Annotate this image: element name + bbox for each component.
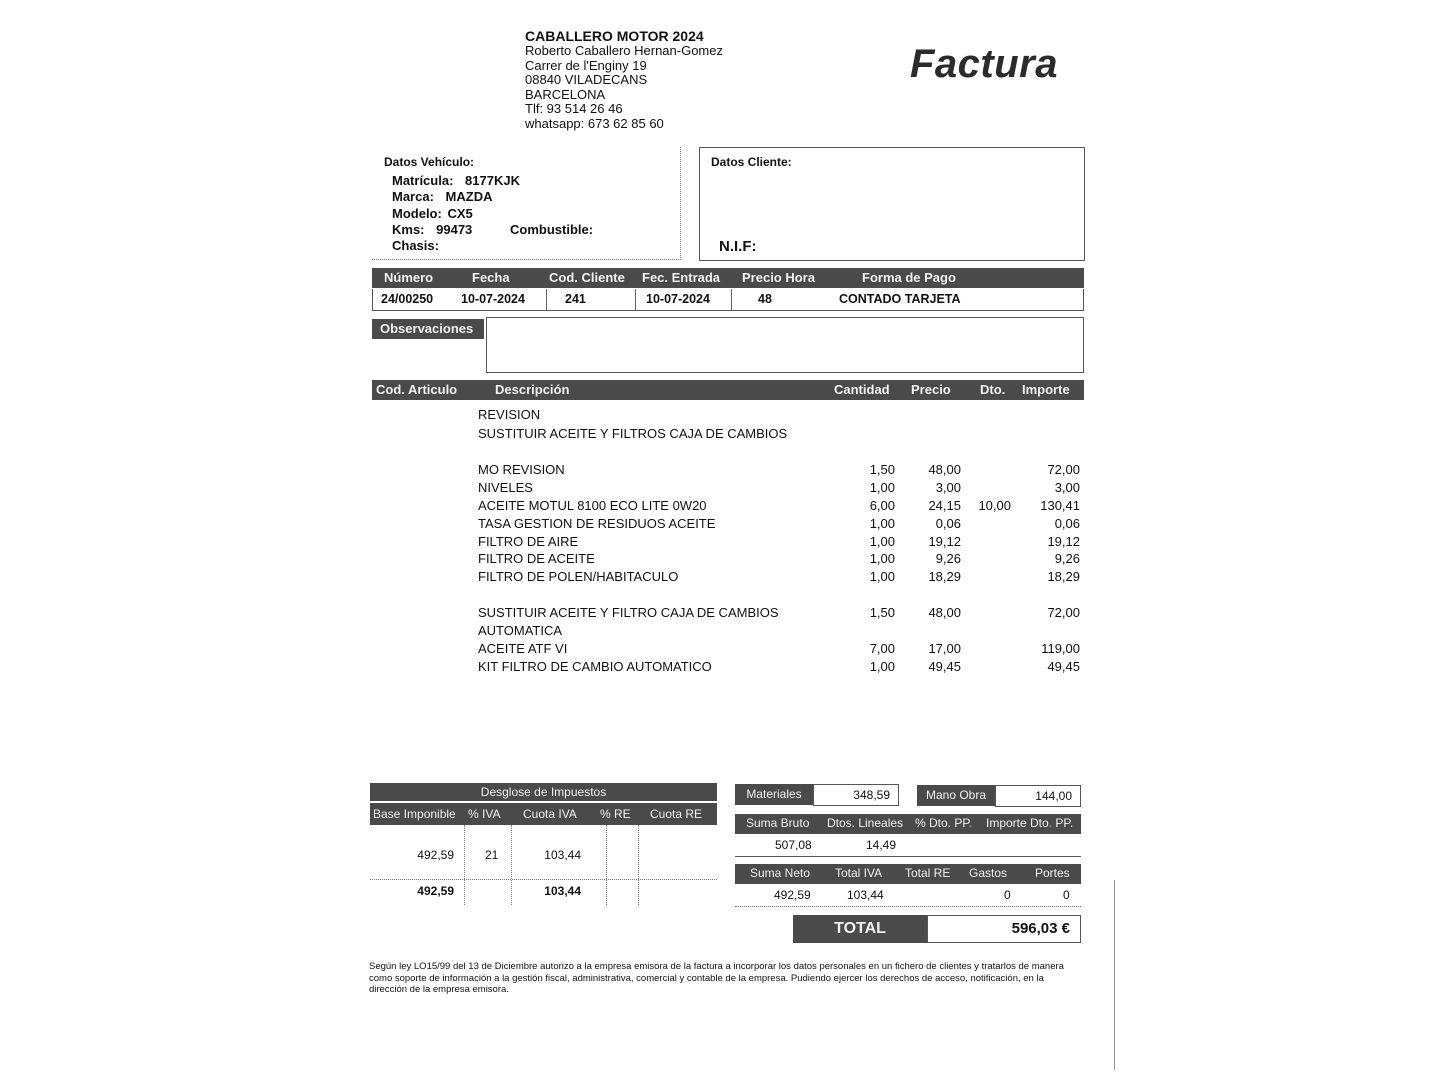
client-section-label: Datos Cliente: xyxy=(711,155,792,169)
invoice-header-bar xyxy=(372,268,1084,288)
total-re-label: Total RE xyxy=(905,866,951,880)
line-desc: REVISION xyxy=(478,407,541,422)
company-city: 08840 VILADECANS xyxy=(525,72,648,88)
line-qty: 1,00 xyxy=(869,569,895,584)
total-iva-value: 103,44 xyxy=(847,888,884,902)
table-row xyxy=(372,623,1084,641)
divider xyxy=(511,825,513,905)
header-numero: Número xyxy=(384,270,434,285)
line-qty: 7,00 xyxy=(869,641,895,656)
mano-obra-value: 144,00 xyxy=(995,785,1081,807)
numero-value: 24/00250 xyxy=(381,292,434,306)
header-forma-pago: Forma de Pago xyxy=(862,270,956,285)
total-value: 596,03 € xyxy=(927,915,1081,943)
line-desc: FILTRO DE AIRE xyxy=(478,534,579,549)
line-importe: 72,00 xyxy=(1047,462,1080,477)
tax-col-base: Base Imponible xyxy=(373,807,456,821)
col-dto: Dto. xyxy=(980,382,1006,397)
line-qty: 1,00 xyxy=(869,480,895,495)
line-importe: 3,00 xyxy=(1054,480,1080,495)
col-descripcion: Descripción xyxy=(495,382,570,397)
vehicle-modelo xyxy=(392,206,473,223)
line-importe: 9,26 xyxy=(1054,551,1080,566)
vehicle-marca xyxy=(392,189,492,206)
line-importe: 130,41 xyxy=(1040,498,1080,513)
line-qty: 6,00 xyxy=(869,498,895,513)
client-box xyxy=(699,147,1085,261)
company-info xyxy=(525,28,785,132)
tax-title-bar xyxy=(370,783,717,801)
line-desc: FILTRO DE ACEITE xyxy=(478,551,595,566)
line-price: 3,00 xyxy=(935,480,961,495)
tax-col-cuota-iva: Cuota IVA xyxy=(523,807,577,821)
observaciones-text: Observaciones xyxy=(380,321,474,336)
suma-neto-value: 492,59 xyxy=(774,888,811,902)
line-qty: 1,50 xyxy=(869,462,895,477)
divider xyxy=(638,825,640,905)
divider xyxy=(370,879,717,880)
observaciones-label xyxy=(372,319,484,339)
mano-obra-label: Mano Obra xyxy=(917,785,995,806)
line-price: 49,45 xyxy=(928,659,961,674)
summary-header-2 xyxy=(735,864,1081,884)
tax-row-base: 492,59 xyxy=(417,848,454,862)
line-desc: TASA GESTION DE RESIDUOS ACEITE xyxy=(478,516,716,531)
observaciones-box xyxy=(486,317,1084,373)
table-row xyxy=(372,569,1084,587)
vehicle-section-label: Datos Vehículo: xyxy=(384,155,475,169)
line-price: 0,06 xyxy=(935,516,961,531)
divider xyxy=(731,289,732,310)
kms-value: 99473 xyxy=(436,222,473,237)
table-row xyxy=(372,605,1084,623)
marca-label: Marca: xyxy=(392,189,434,204)
nif-label: N.I.F: xyxy=(719,238,757,255)
line-desc: FILTRO DE POLEN/HABITACULO xyxy=(478,569,679,584)
line-price: 9,26 xyxy=(935,551,961,566)
combustible-label: Combustible: xyxy=(510,222,594,237)
suma-bruto-value: 507,08 xyxy=(775,838,812,852)
matricula-label: Matrícula: xyxy=(392,173,454,188)
gastos-label: Gastos xyxy=(969,866,1008,880)
legal-notice: Según ley LO15/99 del 13 de Diciembre autorizo a la empresa emisora de la factura a incorporar los datos personales en un fichero de clientes y tratarlos de manera como soporte de información a la gestión fiscal, administrativa, comercial y contable de la empresa. Pudiendo ejercer los derechos de acceso, notificación, en la dirección de la empresa emisora. xyxy=(369,961,1064,995)
forma-pago-value: CONTADO TARJETA xyxy=(839,292,961,306)
line-desc: ACEITE MOTUL 8100 ECO LITE 0W20 xyxy=(478,498,707,513)
vehicle-matricula xyxy=(392,173,520,190)
summary-header-1 xyxy=(735,814,1081,834)
matricula-value: 8177KJK xyxy=(465,173,520,188)
header-fecha: Fecha xyxy=(472,270,510,285)
vehicle-box xyxy=(372,147,681,260)
precio-hora-value: 48 xyxy=(758,292,772,306)
line-importe: 49,45 xyxy=(1047,659,1080,674)
line-importe: 0,06 xyxy=(1054,516,1080,531)
dtos-lineales-value: 14,49 xyxy=(866,838,897,852)
company-owner: Roberto Caballero Hernan-Gomez xyxy=(525,43,723,58)
line-price: 18,29 xyxy=(928,569,961,584)
line-dto: 10,00 xyxy=(978,498,1011,513)
dtos-lineales-label: Dtos. Lineales xyxy=(827,816,904,830)
modelo-label: Modelo: xyxy=(392,206,442,221)
table-row xyxy=(372,407,1084,425)
header-cod-cliente: Cod. Cliente xyxy=(549,270,625,285)
invoice-header-values xyxy=(372,289,1084,311)
table-row xyxy=(372,462,1084,480)
line-importe: 19,12 xyxy=(1047,534,1080,549)
materiales-value: 348,59 xyxy=(813,784,899,806)
tax-col-iva: % IVA xyxy=(468,807,501,821)
table-row xyxy=(372,426,1084,444)
summary-row-1 xyxy=(735,834,1081,857)
line-qty: 1,50 xyxy=(869,605,895,620)
line-qty: 1,00 xyxy=(869,534,895,549)
tax-col-re: % RE xyxy=(600,807,631,821)
line-price: 17,00 xyxy=(928,641,961,656)
table-row xyxy=(372,516,1084,534)
line-desc: NIVELES xyxy=(478,480,533,495)
kms-label: Kms: xyxy=(392,222,425,237)
line-qty: 1,00 xyxy=(869,659,895,674)
line-desc: AUTOMATICA xyxy=(478,623,563,638)
suma-bruto-label: Suma Bruto xyxy=(746,816,810,830)
line-importe: 72,00 xyxy=(1047,605,1080,620)
table-row xyxy=(372,498,1084,516)
line-desc: SUSTITUIR ACEITE Y FILTROS CAJA DE CAMBIOS xyxy=(478,426,788,441)
divider xyxy=(464,825,466,905)
line-importe: 18,29 xyxy=(1047,569,1080,584)
col-importe: Importe xyxy=(1022,382,1070,397)
tax-total-base: 492,59 xyxy=(417,884,454,898)
cod-cliente-value: 241 xyxy=(565,292,586,306)
table-row xyxy=(372,551,1084,569)
company-whatsapp: whatsapp: 673 62 85 60 xyxy=(525,115,664,131)
tax-col-cuota-re: Cuota RE xyxy=(650,807,703,821)
total-label: TOTAL xyxy=(793,915,927,943)
line-price: 48,00 xyxy=(928,605,961,620)
summary-row-2 xyxy=(735,884,1081,907)
portes-label: Portes xyxy=(1035,866,1070,880)
tax-header-bar xyxy=(370,803,717,825)
table-row xyxy=(372,641,1084,659)
tax-total-cuota: 103,44 xyxy=(544,884,581,898)
header-fec-entrada: Fec. Entrada xyxy=(642,270,721,285)
portes-value: 0 xyxy=(1063,888,1070,902)
company-street: Carrer de l'Enginy 19 xyxy=(525,57,647,73)
table-row xyxy=(372,534,1084,552)
total-iva-label: Total IVA xyxy=(835,866,883,880)
document-title: Factura xyxy=(910,42,1058,86)
line-price: 48,00 xyxy=(928,462,961,477)
line-qty: 1,00 xyxy=(869,551,895,566)
divider xyxy=(606,825,608,905)
gastos-value: 0 xyxy=(1004,888,1011,902)
modelo-value: CX5 xyxy=(447,206,473,221)
tax-row-cuota: 103,44 xyxy=(544,848,581,862)
company-phone: Tlf: 93 514 26 46 xyxy=(525,101,623,117)
importe-dto-pp-label: Importe Dto. PP. xyxy=(986,816,1074,830)
company-province: BARCELONA xyxy=(525,86,606,102)
table-row xyxy=(372,659,1084,677)
line-importe: 119,00 xyxy=(1041,641,1080,656)
tax-row-iva: 21 xyxy=(485,848,499,862)
header-precio-hora: Precio Hora xyxy=(742,270,815,285)
vehicle-kms xyxy=(392,222,472,239)
materiales-label: Materiales xyxy=(735,784,813,805)
line-desc: KIT FILTRO DE CAMBIO AUTOMATICO xyxy=(478,659,712,674)
line-desc: MO REVISION xyxy=(478,462,565,477)
divider xyxy=(635,289,636,310)
tax-title: Desglose de Impuestos xyxy=(480,785,607,799)
marca-value: MAZDA xyxy=(445,189,493,204)
fecha-value: 10-07-2024 xyxy=(461,292,525,306)
tax-body xyxy=(370,825,717,905)
line-price: 19,12 xyxy=(928,534,961,549)
line-qty: 1,00 xyxy=(869,516,895,531)
table-row xyxy=(372,480,1084,498)
divider xyxy=(546,289,547,310)
chasis-label: Chasis: xyxy=(392,238,439,253)
lines-header-bar xyxy=(372,380,1084,400)
suma-neto-label: Suma Neto xyxy=(750,866,811,880)
line-desc: SUSTITUIR ACEITE Y FILTRO CAJA DE CAMBIOS xyxy=(478,605,779,620)
fec-entrada-value: 10-07-2024 xyxy=(646,292,710,306)
line-desc: ACEITE ATF VI xyxy=(478,641,568,656)
company-name: CABALLERO MOTOR 2024 xyxy=(525,28,704,44)
dto-pp-label: % Dto. PP. xyxy=(915,816,973,830)
line-price: 24,15 xyxy=(928,498,961,513)
col-cantidad: Cantidad xyxy=(834,382,890,397)
scan-edge-line xyxy=(1114,880,1115,1070)
col-precio: Precio xyxy=(911,382,951,397)
col-cod-articulo: Cod. Articulo xyxy=(376,382,458,397)
